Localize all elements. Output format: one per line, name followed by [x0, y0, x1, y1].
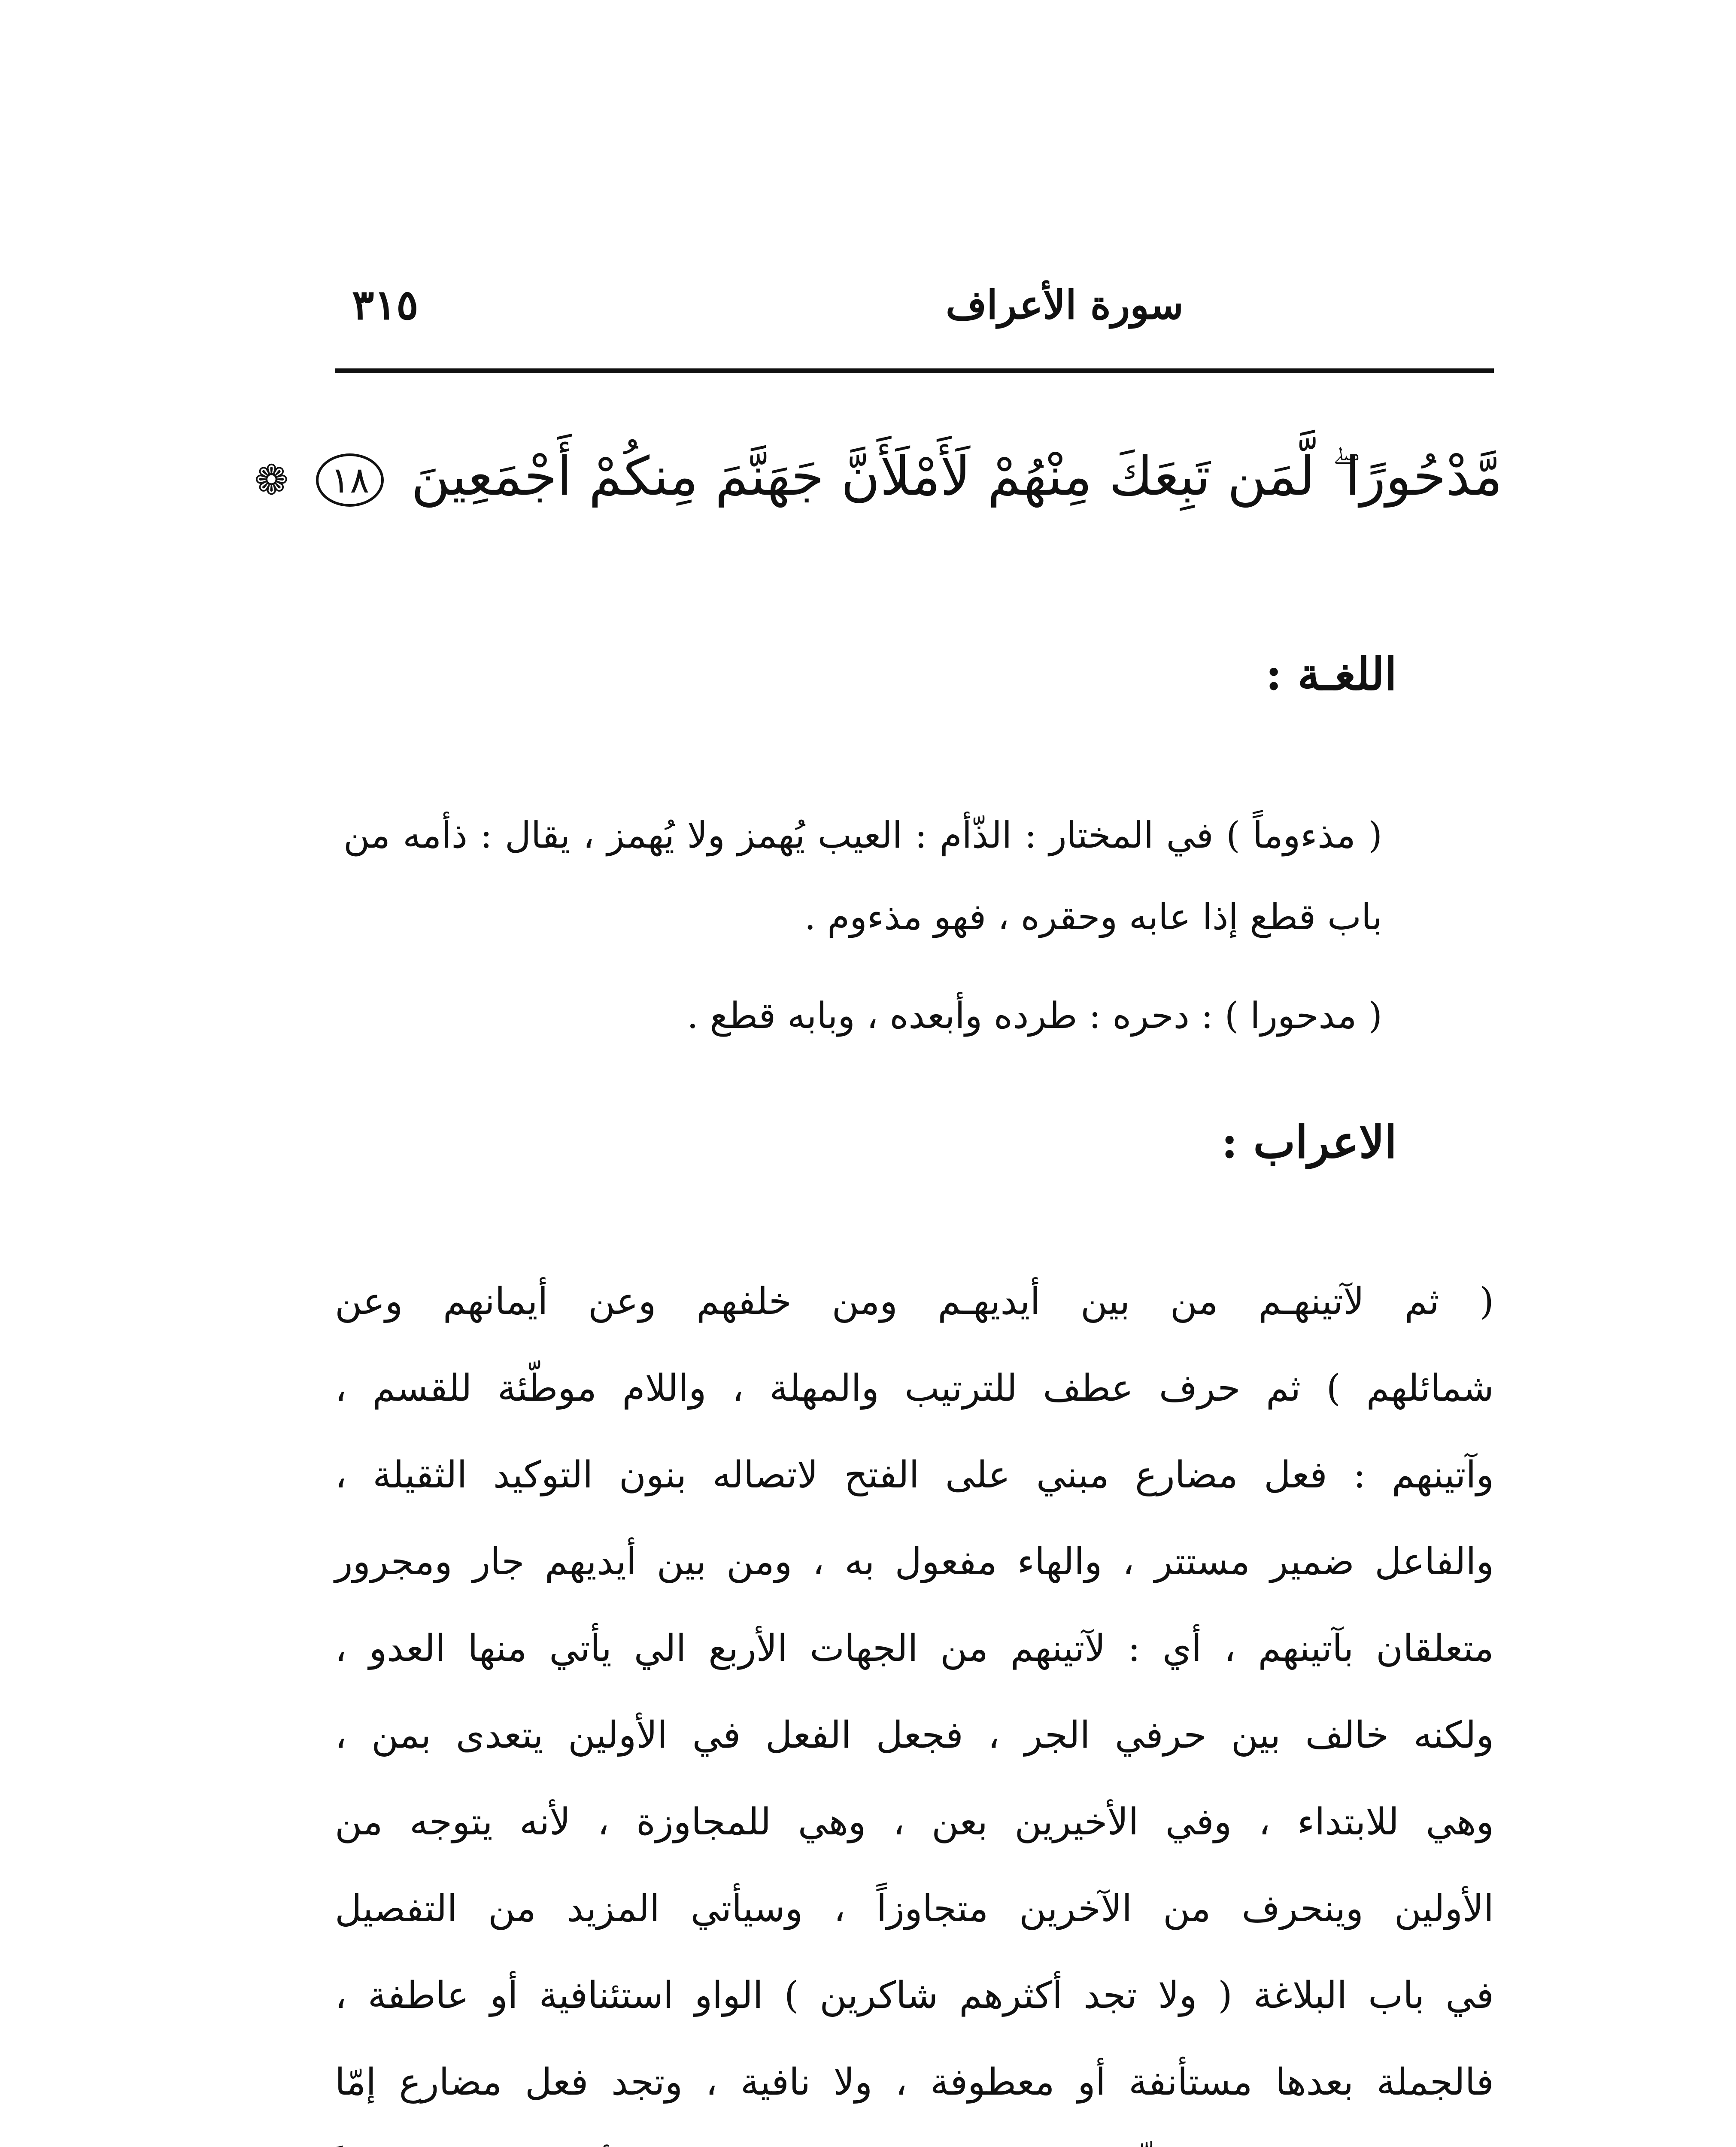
irab-line: ( ثم لآتينهـم من بين أيديهـم ومن خلفهم وعن أيمانهم وعن: [335, 1280, 1494, 1323]
irab-text: [335, 1258, 1494, 2147]
lugha-paragraph: ( مدحورا ) : دحره : طرده وأبعده ، وبابه قطع .: [687, 994, 1382, 1037]
irab-line: فالجملة بعدها مستأنفة أو معطوفة ، ولا نافية ، وتجد فعل مضارع إمّا: [335, 2061, 1494, 2104]
irab-line: الأولين وينحرف من الآخرين متجاوزاً ، وسيأتي المزيد من التفصيل: [335, 1887, 1494, 1930]
irab-line: وهي للابتداء ، وفي الأخيرين بعن ، وهي للمجاوزة ، لأنه يتوجه من: [335, 1800, 1494, 1843]
irab-line: متعلقان بآتينهم ، أي : لآتينهم من الجهات الأربع الي يأتي منها العدو ،: [335, 1627, 1494, 1670]
irab-line: شمائلهم ) ثم حرف عطف للترتيب والمهلة ، واللام موطّئة للقسم ،: [335, 1367, 1494, 1410]
irab-heading: الاعراب :: [1221, 1116, 1397, 1168]
irab-line: في باب البلاغة ( ولا تجد أكثرهم شاكرين ) الواو استئنافية أو عاطفة ،: [335, 1974, 1494, 2017]
lugha-heading: اللغـة :: [1265, 648, 1397, 700]
irab-line: والفاعل ضمير مستتر ، والهاء مفعول به ، ومن بين أيديهم جار ومجرور: [335, 1540, 1494, 1583]
surah-title: سورة الأعراف: [946, 282, 1184, 328]
running-header: [335, 275, 1494, 335]
irab-line: ولكنه خالف بين حرفي الجر ، فجعل الفعل في الأولين يتعدى بمن ،: [335, 1714, 1494, 1757]
verse-number: ١٨: [316, 453, 384, 507]
quran-verse: [254, 412, 1502, 544]
irab-line: [335, 2126, 1494, 2147]
irab-line: وآتينهم : فعل مضارع مبني على الفتح لاتصاله بنون التوكيد الثقيلة ،: [335, 1454, 1494, 1496]
lugha-paragraph: ( مذءوماً ) في المختار : الذّأم : العيب يُهمز ولا يُهمز ، يقال : ذأمه من باب قطع إذا عابه وحقره ، فهو مذءوم .: [343, 814, 1382, 938]
page-number: ٣١٥: [352, 280, 419, 329]
verse-text: مَّدْحُورًا ۖ لَّمَن تَبِعَكَ مِنْهُمْ لَأَمْلَأَنَّ جَهَنَّمَ مِنكُمْ أَجْمَعِينَ: [411, 446, 1502, 508]
verse-end-ornament-icon: ❁: [254, 456, 289, 504]
header-rule: [335, 368, 1494, 373]
